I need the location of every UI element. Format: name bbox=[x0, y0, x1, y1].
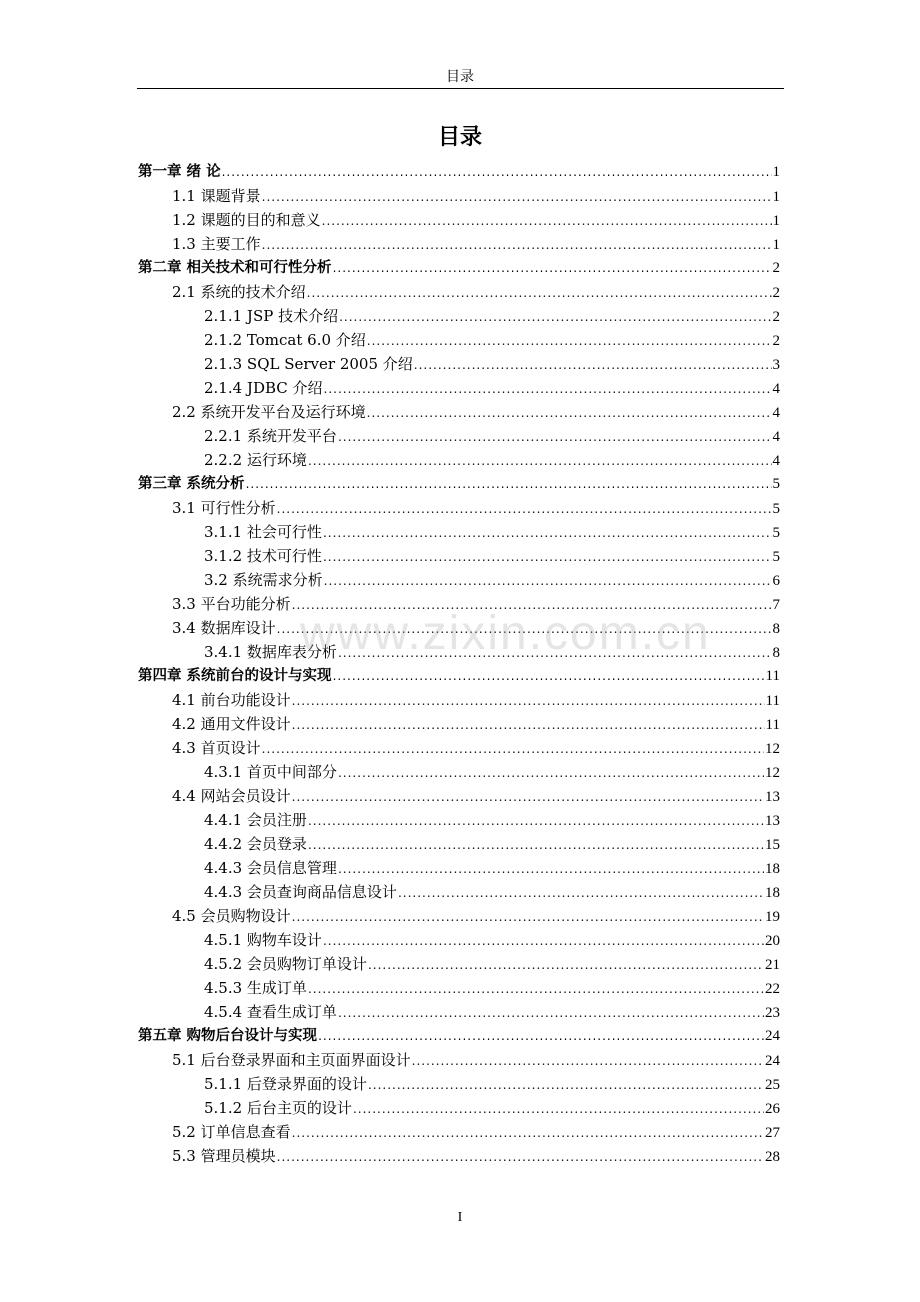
toc-dot-leader bbox=[318, 1024, 764, 1048]
toc-dot-leader bbox=[398, 881, 764, 905]
toc-entry-label: 4.5.4 查看生成订单 bbox=[204, 1003, 337, 1021]
toc-dot-leader bbox=[307, 281, 772, 305]
toc-entry-page: 2 bbox=[772, 309, 780, 325]
toc-dot-leader bbox=[308, 449, 772, 473]
toc-entry[interactable] bbox=[138, 1024, 780, 1048]
toc-entry-label: 3.2 系统需求分析 bbox=[204, 571, 323, 589]
toc-entry[interactable] bbox=[138, 280, 780, 304]
toc-entry[interactable] bbox=[138, 352, 780, 376]
toc-entry-label: 4.3 首页设计 bbox=[172, 739, 261, 757]
toc-entry-page: 8 bbox=[772, 621, 780, 637]
toc-dot-leader bbox=[262, 233, 772, 257]
toc-entry-page: 24 bbox=[765, 1028, 780, 1044]
toc-entry-label: 2.1.1 JSP 技术介绍 bbox=[204, 307, 339, 325]
toc-entry[interactable] bbox=[138, 520, 780, 544]
toc-entry-page: 1 bbox=[772, 213, 780, 229]
toc-entry-page: 4 bbox=[772, 405, 780, 421]
toc-entry-page: 27 bbox=[765, 1125, 780, 1141]
toc-dot-leader bbox=[308, 977, 764, 1001]
toc-entry-label: 3.1.1 社会可行性 bbox=[204, 523, 322, 541]
toc-entry[interactable] bbox=[138, 784, 780, 808]
toc-dot-leader bbox=[333, 256, 772, 280]
toc-entry[interactable] bbox=[138, 832, 780, 856]
toc-entry[interactable] bbox=[138, 880, 780, 904]
toc-entry[interactable] bbox=[138, 808, 780, 832]
toc-entry-page: 15 bbox=[765, 837, 780, 853]
toc-entry-label: 2.1 系统的技术介绍 bbox=[172, 283, 306, 301]
toc-entry-label: 2.2.2 运行环境 bbox=[204, 451, 307, 469]
toc-entry-page: 12 bbox=[765, 741, 780, 757]
toc-entry-label: 第二章 相关技术和可行性分析 bbox=[138, 260, 332, 276]
toc-entry[interactable] bbox=[138, 928, 780, 952]
toc-dot-leader bbox=[277, 617, 772, 641]
toc-entry-label: 3.4.1 数据库表分析 bbox=[204, 643, 337, 661]
toc-entry-label: 4.5.3 生成订单 bbox=[204, 979, 307, 997]
toc-entry[interactable] bbox=[138, 1144, 780, 1168]
toc-entry[interactable] bbox=[138, 1048, 780, 1072]
toc-entry-page: 2 bbox=[772, 333, 780, 349]
toc-dot-leader bbox=[338, 761, 764, 785]
toc-entry[interactable] bbox=[138, 544, 780, 568]
toc-entry[interactable] bbox=[138, 232, 780, 256]
toc-entry[interactable] bbox=[138, 976, 780, 1000]
toc-dot-leader bbox=[338, 857, 764, 881]
toc-entry-label: 3.1.2 技术可行性 bbox=[204, 547, 322, 565]
toc-dot-leader bbox=[367, 401, 772, 425]
toc-dot-leader bbox=[262, 737, 764, 761]
toc-dot-leader bbox=[308, 809, 764, 833]
toc-entry-label: 4.4.2 会员登录 bbox=[204, 835, 307, 853]
toc-entry-page: 1 bbox=[772, 237, 780, 253]
toc-entry-page: 18 bbox=[765, 861, 780, 877]
toc-entry-page: 4 bbox=[772, 381, 780, 397]
toc-entry-page: 8 bbox=[772, 645, 780, 661]
toc-entry-page: 11 bbox=[765, 693, 780, 709]
toc-dot-leader bbox=[292, 785, 764, 809]
toc-dot-leader bbox=[277, 1145, 764, 1169]
toc-entry-label: 4.5.2 会员购物订单设计 bbox=[204, 955, 367, 973]
toc-entry[interactable] bbox=[138, 208, 780, 232]
toc-entry-label: 3.1 可行性分析 bbox=[172, 499, 276, 517]
toc-dot-leader bbox=[368, 1073, 764, 1097]
toc-entry-page: 23 bbox=[765, 1005, 780, 1021]
toc-entry-label: 4.4.1 会员注册 bbox=[204, 811, 307, 829]
toc-dot-leader bbox=[323, 545, 772, 569]
toc-entry-page: 22 bbox=[765, 981, 780, 997]
toc-entry[interactable] bbox=[138, 712, 780, 736]
toc-entry-label: 1.1 课题背景 bbox=[172, 187, 261, 205]
toc-entry-label: 第三章 系统分析 bbox=[138, 476, 245, 492]
toc-entry-page: 1 bbox=[772, 189, 780, 205]
toc-entry[interactable] bbox=[138, 1120, 780, 1144]
toc-entry-page: 13 bbox=[765, 813, 780, 829]
toc-entry-page: 18 bbox=[765, 885, 780, 901]
toc-entry[interactable] bbox=[138, 592, 780, 616]
toc-dot-leader bbox=[324, 377, 772, 401]
toc-dot-leader bbox=[339, 305, 771, 329]
toc-dot-leader bbox=[338, 425, 772, 449]
toc-entry-page: 2 bbox=[772, 285, 780, 301]
toc-entry[interactable] bbox=[138, 496, 780, 520]
toc-entry-page: 24 bbox=[765, 1053, 780, 1069]
toc-entry[interactable] bbox=[138, 1000, 780, 1024]
toc-entry[interactable] bbox=[138, 376, 780, 400]
toc-entry[interactable] bbox=[138, 904, 780, 928]
toc-entry-label: 5.1.2 后台主页的设计 bbox=[204, 1099, 352, 1117]
toc-entry[interactable] bbox=[138, 568, 780, 592]
toc-entry[interactable] bbox=[138, 664, 780, 688]
toc-dot-leader bbox=[323, 521, 772, 545]
toc-entry-page: 5 bbox=[772, 501, 780, 517]
toc-entry-label: 1.2 课题的目的和意义 bbox=[172, 211, 321, 229]
toc-entry-label: 2.1.4 JDBC 介绍 bbox=[204, 379, 323, 397]
toc-entry-label: 第一章 绪 论 bbox=[138, 164, 221, 180]
toc-entry[interactable] bbox=[138, 304, 780, 328]
toc-entry-page: 19 bbox=[765, 909, 780, 925]
toc-entry-page: 21 bbox=[765, 957, 780, 973]
toc-entry-page: 5 bbox=[772, 525, 780, 541]
toc-entry[interactable] bbox=[138, 688, 780, 712]
toc-dot-leader bbox=[338, 641, 772, 665]
toc-entry-page: 28 bbox=[765, 1149, 780, 1165]
toc-entry-label: 4.3.1 首页中间部分 bbox=[204, 763, 337, 781]
running-header: 目录 bbox=[446, 69, 474, 85]
toc-entry[interactable] bbox=[138, 616, 780, 640]
toc-entry[interactable] bbox=[138, 160, 780, 184]
toc-entry-label: 第五章 购物后台设计与实现 bbox=[138, 1028, 318, 1044]
toc-entry-label: 2.2 系统开发平台及运行环境 bbox=[172, 403, 366, 421]
toc-dot-leader bbox=[222, 160, 772, 184]
toc-entry[interactable] bbox=[138, 1096, 780, 1120]
toc-dot-leader bbox=[308, 833, 764, 857]
toc-dot-leader bbox=[292, 713, 765, 737]
toc-dot-leader bbox=[333, 664, 765, 688]
toc-entry-label: 第四章 系统前台的设计与实现 bbox=[138, 668, 332, 684]
toc-entry-page: 11 bbox=[765, 668, 780, 684]
toc-entry-page: 6 bbox=[772, 573, 780, 589]
toc-entry[interactable] bbox=[138, 256, 780, 280]
header-divider bbox=[137, 88, 784, 89]
toc-dot-leader bbox=[368, 953, 764, 977]
toc-entry-page: 2 bbox=[772, 260, 780, 276]
toc-entry-label: 2.2.1 系统开发平台 bbox=[204, 427, 337, 445]
toc-dot-leader bbox=[277, 497, 772, 521]
toc-entry-page: 13 bbox=[765, 789, 780, 805]
toc-dot-leader bbox=[367, 329, 772, 353]
toc-entry[interactable] bbox=[138, 448, 780, 472]
toc-entry[interactable] bbox=[138, 640, 780, 664]
toc-entry[interactable] bbox=[138, 400, 780, 424]
toc-entry-page: 5 bbox=[772, 476, 780, 492]
toc-entry-label: 2.1.3 SQL Server 2005 介绍 bbox=[204, 355, 413, 373]
page-number: I bbox=[457, 1210, 463, 1225]
toc-dot-leader bbox=[292, 1121, 764, 1145]
toc-entry-page: 12 bbox=[765, 765, 780, 781]
toc-entry-label: 3.3 平台功能分析 bbox=[172, 595, 291, 613]
toc-entry-label: 4.4.3 会员查询商品信息设计 bbox=[204, 883, 397, 901]
toc-entry-page: 4 bbox=[772, 429, 780, 445]
toc-dot-leader bbox=[292, 593, 772, 617]
toc-dot-leader bbox=[262, 185, 772, 209]
toc-entry-label: 4.1 前台功能设计 bbox=[172, 691, 291, 709]
toc-dot-leader bbox=[292, 689, 765, 713]
toc-entry[interactable] bbox=[138, 952, 780, 976]
toc-entry-page: 1 bbox=[772, 164, 780, 180]
toc-entry-label: 3.4 数据库设计 bbox=[172, 619, 276, 637]
toc-dot-leader bbox=[322, 209, 772, 233]
toc-entry[interactable] bbox=[138, 1072, 780, 1096]
toc-dot-leader bbox=[246, 472, 772, 496]
toc-entry-label: 4.5 会员购物设计 bbox=[172, 907, 291, 925]
toc-entry[interactable] bbox=[138, 472, 780, 496]
page-title: 目录 bbox=[437, 124, 482, 150]
toc-dot-leader bbox=[353, 1097, 764, 1121]
toc-entry-label: 4.4.3 会员信息管理 bbox=[204, 859, 337, 877]
toc-entry-label: 4.4 网站会员设计 bbox=[172, 787, 291, 805]
toc-entry-page: 26 bbox=[765, 1101, 780, 1117]
toc-entry-label: 2.1.2 Tomcat 6.0 介绍 bbox=[204, 331, 366, 349]
toc-entry-label: 5.1 后台登录界面和主页面界面设计 bbox=[172, 1051, 411, 1069]
table-of-contents bbox=[138, 160, 780, 1168]
toc-entry-label: 5.1.1 后登录界面的设计 bbox=[204, 1075, 367, 1093]
toc-entry[interactable] bbox=[138, 184, 780, 208]
toc-dot-leader bbox=[323, 929, 764, 953]
toc-entry[interactable] bbox=[138, 424, 780, 448]
toc-entry-page: 25 bbox=[765, 1077, 780, 1093]
toc-dot-leader bbox=[414, 353, 772, 377]
toc-entry-label: 1.3 主要工作 bbox=[172, 235, 261, 253]
toc-dot-leader bbox=[292, 905, 764, 929]
toc-entry-page: 3 bbox=[772, 357, 780, 373]
watermark: www.zixin.com.cn bbox=[300, 607, 711, 660]
toc-entry[interactable] bbox=[138, 856, 780, 880]
toc-dot-leader bbox=[338, 1001, 764, 1025]
toc-entry-page: 5 bbox=[772, 549, 780, 565]
toc-entry-label: 4.2 通用文件设计 bbox=[172, 715, 291, 733]
toc-entry[interactable] bbox=[138, 760, 780, 784]
toc-entry-page: 4 bbox=[772, 453, 780, 469]
toc-entry-page: 7 bbox=[772, 597, 780, 613]
toc-entry-label: 4.5.1 购物车设计 bbox=[204, 931, 322, 949]
toc-entry-label: 5.3 管理员模块 bbox=[172, 1147, 276, 1165]
toc-entry[interactable] bbox=[138, 736, 780, 760]
toc-entry-page: 11 bbox=[765, 717, 780, 733]
toc-dot-leader bbox=[324, 569, 772, 593]
toc-entry-page: 20 bbox=[765, 933, 780, 949]
toc-entry-label: 5.2 订单信息查看 bbox=[172, 1123, 291, 1141]
toc-entry[interactable] bbox=[138, 328, 780, 352]
toc-dot-leader bbox=[412, 1049, 764, 1073]
